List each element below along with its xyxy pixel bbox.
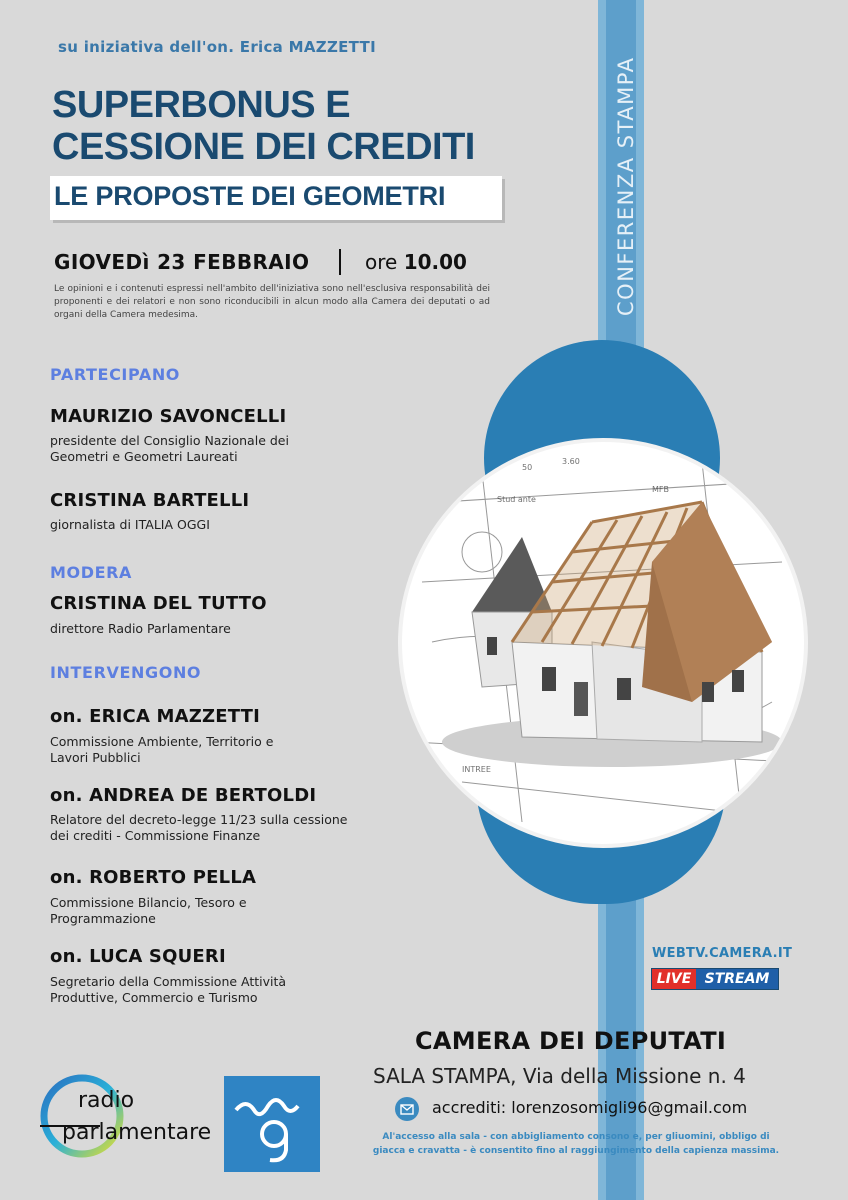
speaker-role: Relatore del decreto-legge 11/23 sulla cessione [50, 812, 348, 827]
side-label: CONFERENZA STAMPA [614, 56, 638, 316]
moderator-name: CRISTINA DEL TUTTO [50, 593, 267, 614]
webtv-link[interactable]: WEBTV.CAMERA.IT [652, 946, 793, 961]
speaker-role: Commissione Ambiente, Territorio e [50, 734, 274, 749]
accreditation-email[interactable]: accrediti: lorenzosomigli96@gmail.com [432, 1098, 748, 1117]
cng-logo [224, 1076, 320, 1172]
participant-role: giornalista di ITALIA OGGI [50, 517, 210, 532]
speaker-role: Commissione Bilancio, Tesoro e [50, 895, 247, 910]
participant-role: Geometri e Geometri Laureati [50, 449, 238, 464]
title-line-1: SUPERBONUS E [52, 84, 351, 126]
radio-parlamentare-logo [40, 1070, 200, 1160]
house-image [402, 442, 804, 844]
live-stream-badge [651, 968, 779, 990]
speaker-name: on. ROBERTO PELLA [50, 867, 257, 888]
speaker-role: Programmazione [50, 911, 156, 926]
speaker-name: on. ERICA MAZZETTI [50, 706, 261, 727]
speaker-role: Lavori Pubblici [50, 750, 141, 765]
participant-name: MAURIZIO SAVONCELLI [50, 406, 287, 427]
initiative-line: su iniziativa dell'on. Erica MAZZETTI [58, 38, 376, 56]
speaker-name: on. ANDREA DE BERTOLDI [50, 785, 317, 806]
speaker-role: Segretario della Commissione Attività [50, 974, 287, 989]
speaker-role: Produttive, Commercio e Turismo [50, 990, 258, 1005]
house-illustration [398, 438, 808, 848]
venue-room: SALA STAMPA, Via della Missione n. 4 [373, 1064, 746, 1088]
mail-icon [395, 1097, 419, 1121]
speaker-name: on. LUCA SQUERI [50, 946, 226, 967]
date-separator [339, 249, 341, 275]
svg-text:Stud ante: Stud ante [497, 495, 536, 504]
live-label: LIVE [652, 969, 696, 989]
venue-name: CAMERA DEI DEPUTATI [415, 1027, 727, 1055]
section-partecipano: PARTECIPANO [50, 365, 181, 384]
disclaimer: Le opinioni e i contenuti espressi nell'ambito dell'iniziativa sono nell'esclusiva responsabilità dei proponenti e dei relatori e non sono riconducibili in alcun modo alla Camera dei deputati o ad organi della Camera medesima. [54, 284, 490, 320]
subtitle: LE PROPOSTE DEI GEOMETRI [54, 181, 446, 211]
participant-name: CRISTINA BARTELLI [50, 490, 250, 511]
title-line-2: CESSIONE DEI CREDITI [52, 126, 475, 168]
section-modera: MODERA [50, 563, 133, 582]
moderator-role: direttore Radio Parlamentare [50, 621, 231, 636]
svg-text:MFB: MFB [652, 485, 669, 494]
side-label-container [608, 30, 648, 320]
time-prefix: ore [365, 250, 398, 274]
radio-logo-line1: radio [78, 1088, 135, 1113]
speaker-role: dei crediti - Commissione Finanze [50, 828, 261, 843]
event-time [365, 250, 467, 274]
radio-logo-line2: parlamentare [62, 1120, 212, 1145]
section-intervengono: INTERVENGONO [50, 663, 202, 682]
time-value: 10.00 [403, 250, 467, 274]
svg-text:3.60: 3.60 [562, 457, 580, 466]
participant-role: presidente del Consiglio Nazionale dei [50, 433, 289, 448]
access-note: Al'accesso alla sala - con abbigliamento consono e, per gliuomini, obbligo di giacca e cravatta - è consentito fino al raggiungimento della capienza massima. [372, 1132, 780, 1156]
svg-text:50: 50 [522, 463, 533, 472]
event-date: GIOVEDì 23 FEBBRAIO [54, 250, 310, 274]
svg-text:INTREE: INTREE [462, 765, 491, 774]
stream-label: STREAM [696, 969, 778, 989]
